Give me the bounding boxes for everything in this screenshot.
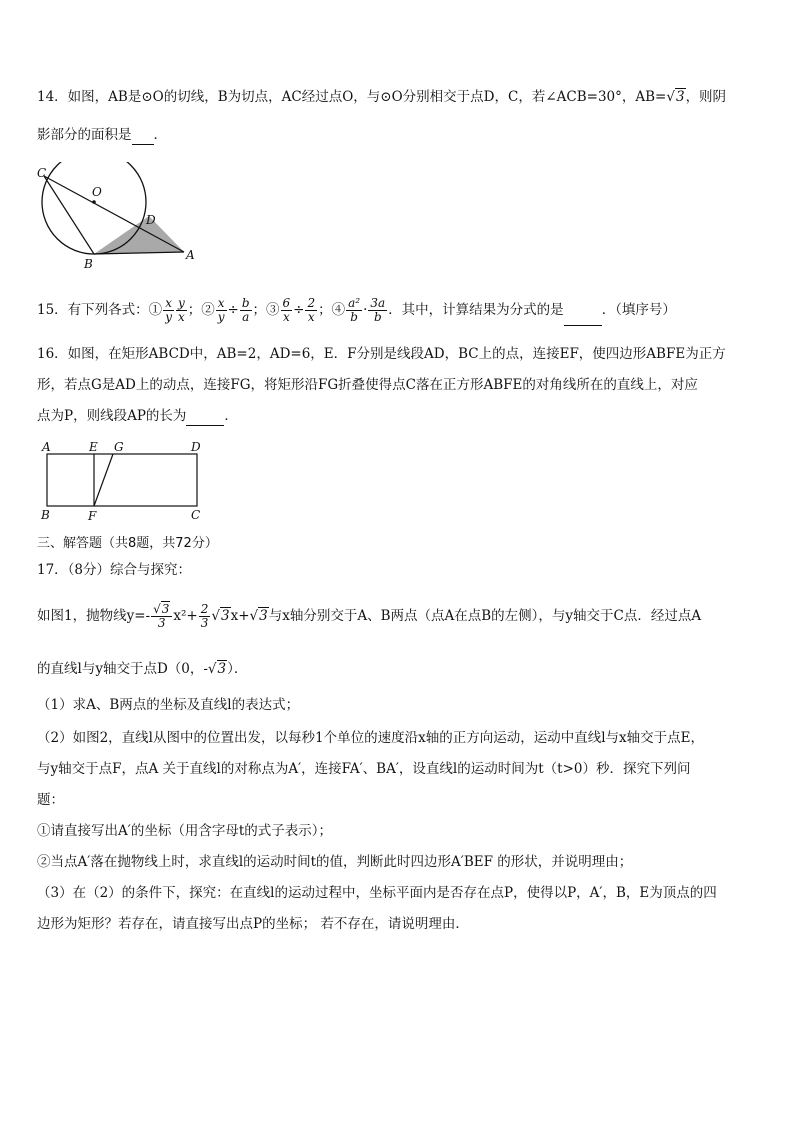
segment-fg (94, 454, 113, 506)
q15-end: ．（填序号） (601, 302, 676, 318)
rectangle-abcd (47, 454, 197, 506)
answer-blank (186, 407, 224, 426)
label-c: C (191, 508, 201, 522)
label-f: F (88, 509, 97, 523)
q15-line (37, 295, 676, 326)
label-g: G (114, 440, 124, 454)
answer-blank (564, 295, 602, 326)
label-b: B (84, 257, 93, 271)
div-sign-1: ÷ (227, 302, 239, 318)
q17-p2b: ）． (227, 661, 248, 677)
frac-7: $\frac{\text{a²}}{b}$ (348, 296, 361, 324)
q17-sub2-line2: 与y轴交于点F，点A 关于直线l的对称点为A′，连接FA′、BA′，设直线l的运动时间为t（t>0）秒．探究下列问 (37, 761, 691, 777)
label-a: A (186, 248, 195, 262)
label-a: A (42, 440, 51, 454)
frac-2: $\frac{y}{x}$ (177, 296, 185, 324)
q14-text-c: 影部分的面积是 (37, 127, 132, 143)
q15-sep2: ；② (187, 302, 215, 318)
q17-p1c: x+ (230, 608, 250, 624)
q14-text-d: ． (153, 127, 167, 143)
q17-p1a: 如图1，抛物线y=- (37, 608, 151, 624)
q14-text-b: ，则阴 (685, 89, 727, 105)
q16-end: ． (224, 408, 238, 424)
section-heading: 三、解答题（共8题，共72分） (37, 536, 218, 551)
sqrt-3: √3 (249, 608, 268, 624)
q16-figure (36, 438, 212, 524)
q17-p1b: x²+ (173, 608, 198, 624)
q15-sep4: ；④ (318, 302, 346, 318)
segment-cb (44, 176, 94, 254)
label-d: D (191, 440, 201, 454)
label-d: D (146, 213, 156, 227)
dot-sign: · (363, 302, 368, 318)
q17-sub2-line3: 题： (37, 792, 64, 808)
label-e: E (89, 440, 98, 454)
frac-8: $\frac{3a}{b}$ (370, 296, 386, 324)
q17-sub2-item2: ②当点A′落在抛物线上时，求直线l的运动时间t的值，判断此时四边形A′BEF 的形状，并说明理由； (37, 854, 633, 870)
q17-para1 (37, 600, 701, 632)
q17-sub3-line1: （3）在（2）的条件下，探究：在直线l的运动过程中，坐标平面内是否存在点P，使得以P，A′，B，E为顶点的四 (37, 885, 717, 901)
div-sign-2: ÷ (293, 302, 305, 318)
sqrt-3: √3 (666, 89, 685, 105)
q17-sub3-line2: 边形为矩形？若存在，请直接写出点P的坐标； 若不存在，请说明理由． (37, 916, 469, 932)
q17-p2a: 的直线l与y轴交于点D（0，- (37, 661, 208, 677)
frac-2-over-3: $\frac{2}{3}$ (200, 602, 209, 630)
q15-sep3: ；③ (252, 302, 280, 318)
frac-3: $\frac{x}{y}$ (217, 296, 225, 324)
q14-line2 (37, 126, 167, 145)
frac-6: $\frac{2}{x}$ (307, 296, 316, 324)
frac-sqrt3-over-3: $\frac{√3}{3}$ (151, 603, 172, 630)
q17-p1d: 与x轴分别交于A、B两点（点A在点B的左侧），与y轴交于C点．经过点A (268, 608, 702, 624)
center-point (92, 200, 96, 204)
q17-sub2-line1: （2）如图2，直线l从图中的位置出发，以每秒1个单位的速度沿x轴的正方向运动，运动中直线l与x轴交于点E， (37, 730, 704, 746)
q16-line3 (37, 407, 238, 426)
q16-line2: 形，若点G是AD上的动点，连接FG，将矩形沿FG折叠使得点C落在正方形ABFE的对角线所在的直线上，对应 (37, 377, 698, 393)
frac-1: $\frac{x}{y}$ (165, 296, 172, 324)
q17-sub2-item1: ①请直接写出A′的坐标（用含字母t的式子表示）； (37, 823, 332, 839)
q17-para2 (37, 660, 247, 678)
q15-prefix: 15．有下列各式：① (37, 302, 163, 318)
sqrt-3: √3 (211, 608, 230, 624)
label-o: O (92, 185, 102, 199)
q14-text-a: 14．如图，AB是⊙O的切线，B为切点，AC经过点O，与⊙O分别相交于点D，C，若∠ACB=30°，AB= (37, 89, 667, 105)
label-c: C (37, 166, 47, 180)
q14-figure (34, 162, 204, 272)
q15-suffix: ．其中，计算结果为分式的是 (388, 302, 564, 318)
q17-sub1: （1）求A、B两点的坐标及直线l的表达式； (37, 697, 300, 713)
label-b: B (41, 508, 50, 522)
shaded-region (94, 216, 184, 254)
answer-blank (132, 126, 154, 145)
q14-line1 (37, 88, 726, 106)
q17-title: 17．（8分）综合与探究： (37, 562, 192, 578)
q16-line1: 16．如图，在矩形ABCD中，AB=2，AD=6，E．F分别是线段AD，BC上的点，连接EF，使四边形ABFE为正方 (37, 346, 726, 362)
frac-4: $\frac{b}{a}$ (241, 296, 250, 324)
sqrt-3: √3 (207, 661, 227, 677)
q16-text: 点为P，则线段AP的长为 (37, 408, 187, 424)
frac-5: $\frac{6}{x}$ (282, 296, 291, 324)
